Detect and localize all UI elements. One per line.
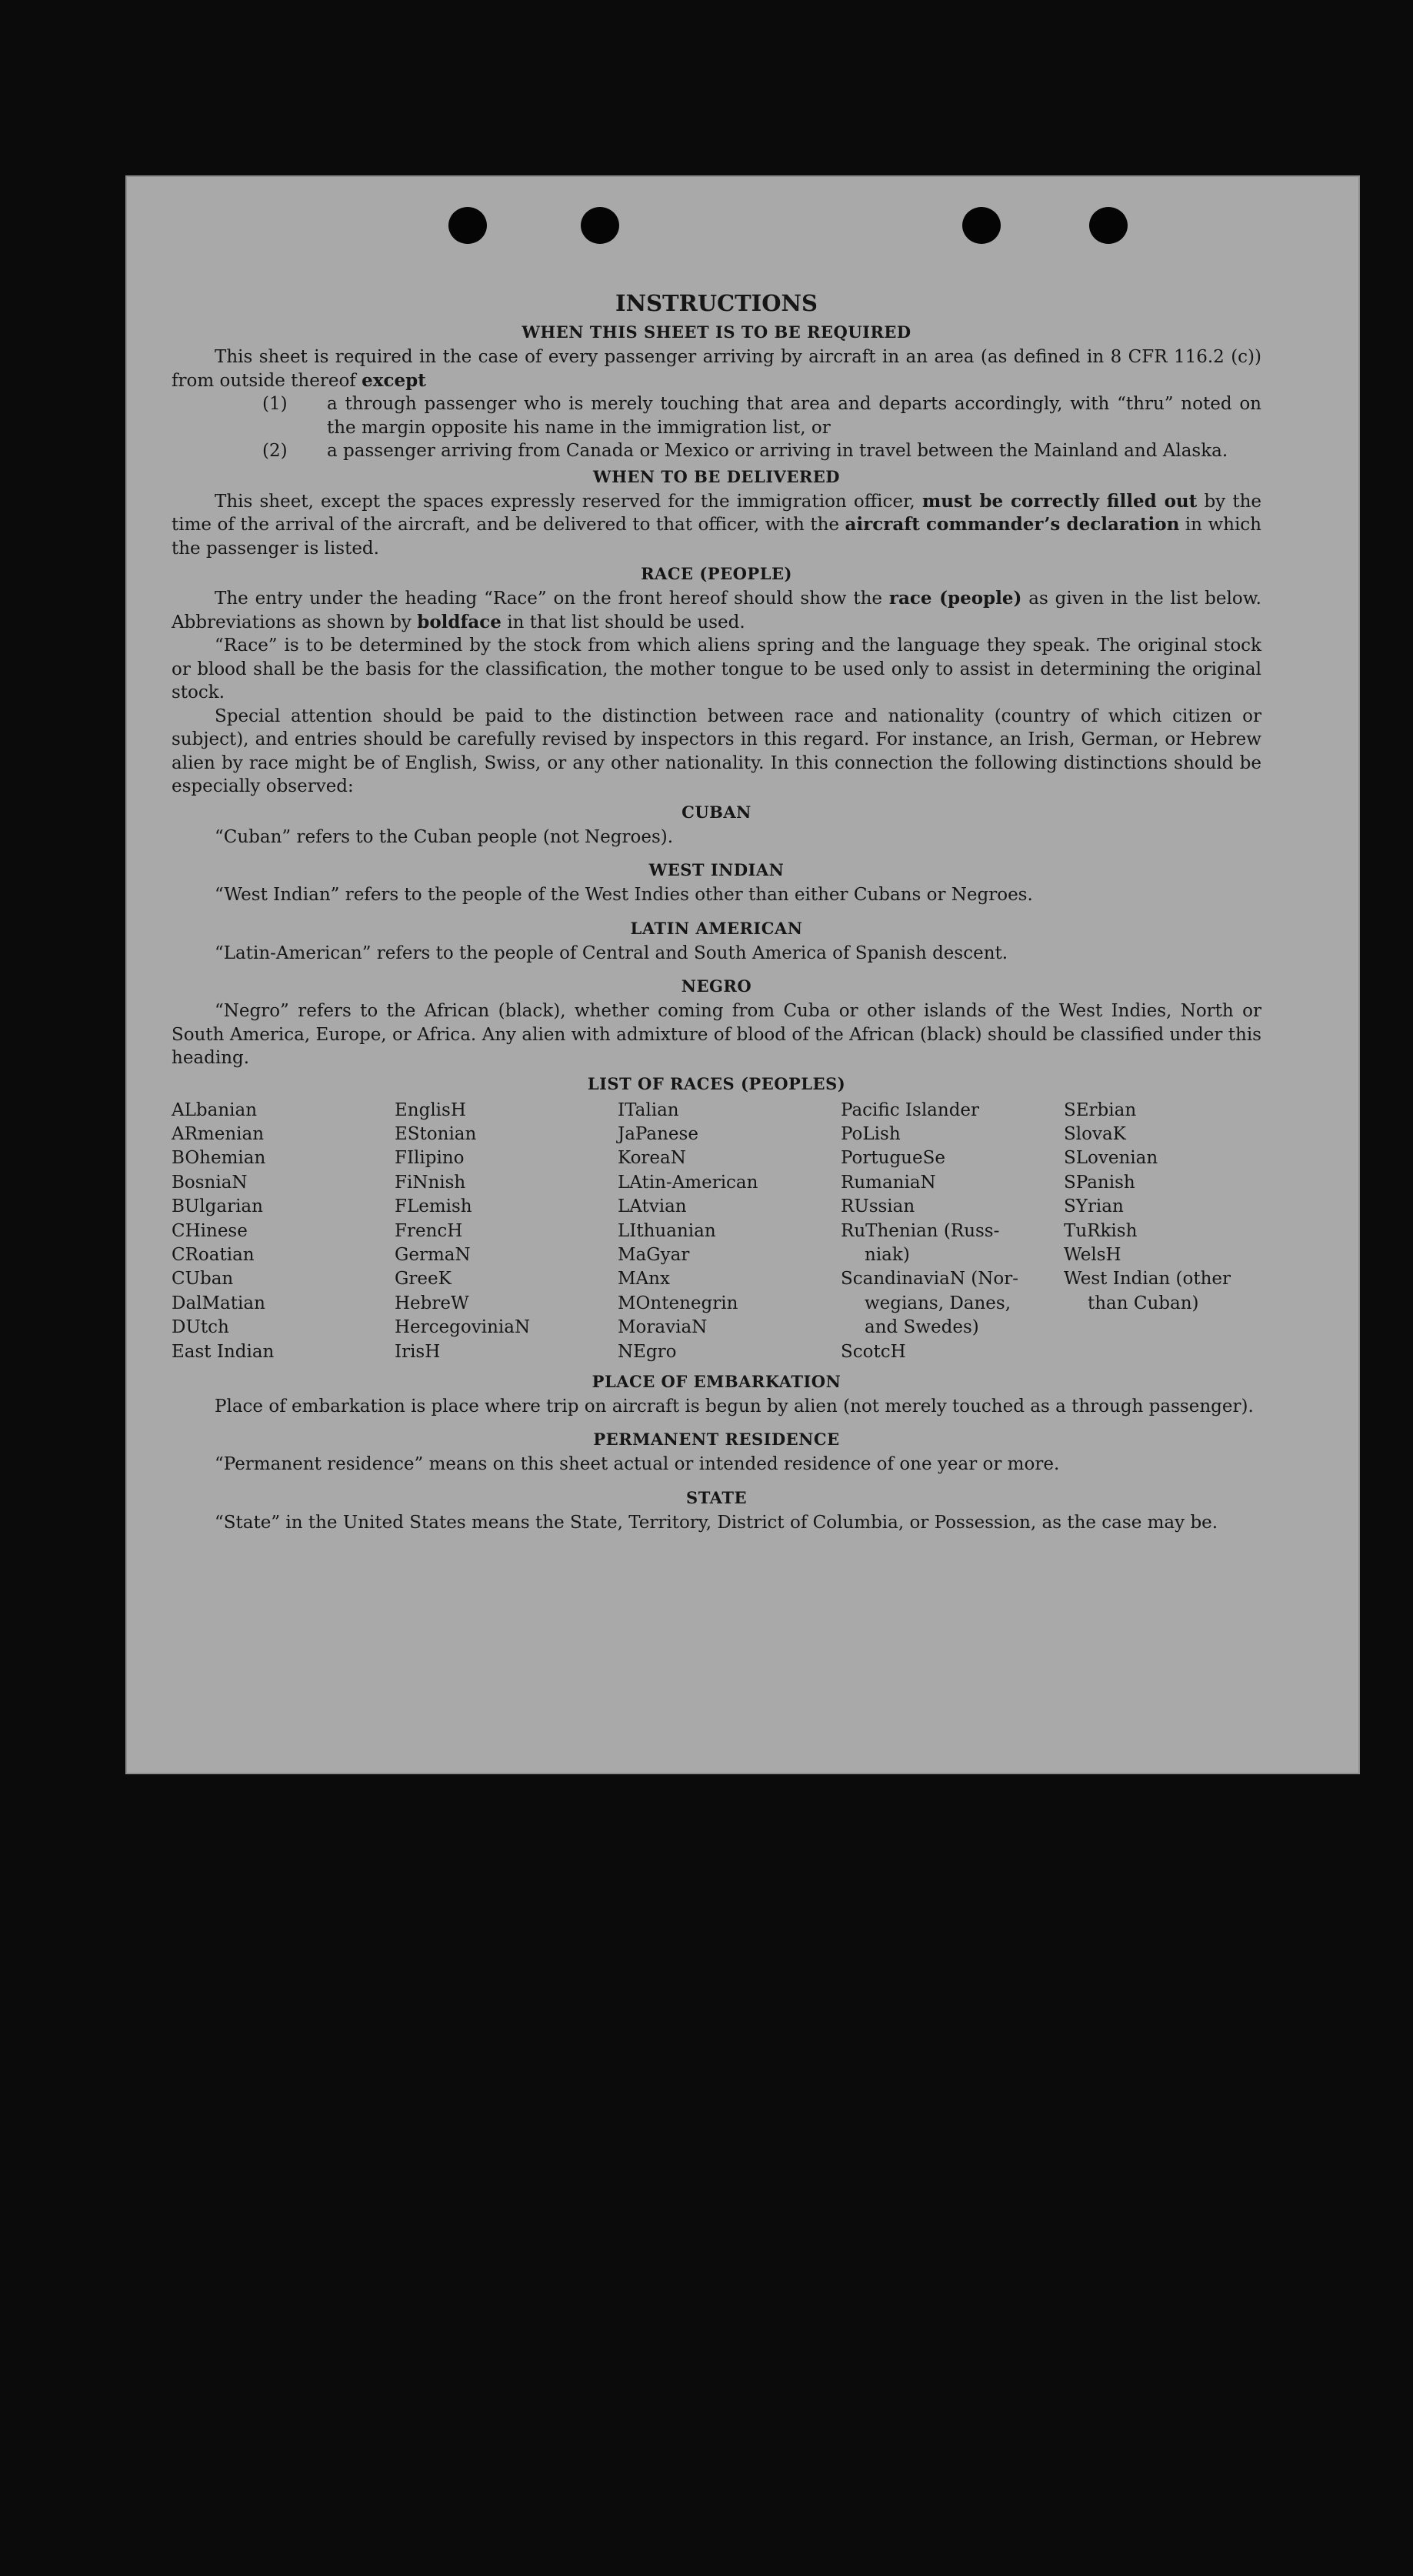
west-indian-text: “West Indian” refers to the people of the West Indies other than either Cubans or Negroes. <box>215 885 1033 905</box>
exception-item-1-number: (1) <box>262 394 288 414</box>
race-entry: GreeK <box>395 1269 452 1290</box>
delivered-text-bold-1: must be correctly filled out <box>921 490 1198 512</box>
race-paragraph-3: Special attention should be paid to the distinction between race and nationality (country of which citizen or subject), and entries should be carefully revised by inspectors in this regard. For instance, an Irish, German, or Hebrew alien by race might be of English, Swiss, or any other nationality. In this connection the following distinctions should be especially observed: <box>172 706 1261 796</box>
race-entry: SPanish <box>1064 1172 1135 1193</box>
heading-state: STATE <box>686 1487 747 1507</box>
race-entry: ScotcH <box>841 1341 906 1362</box>
race-entry: EStonian <box>395 1123 477 1144</box>
race-p1-bold-1: race (people) <box>888 588 1022 609</box>
race-entry: DalMatian <box>172 1293 265 1313</box>
punch-hole <box>1089 207 1128 244</box>
race-entry: IrisH <box>395 1341 441 1362</box>
negro-text: “Negro” refers to the African (black), whether coming from Cuba or other islands of the West Indies, North or South America, Europe, or Africa. Any alien with admixture of blood of the African (black) should be classified under this heading. <box>172 1001 1261 1068</box>
race-entry: PortugueSe <box>841 1148 945 1169</box>
race-entry: MOntenegrin <box>618 1293 738 1313</box>
document-sheet <box>125 175 1360 1774</box>
punch-hole <box>448 207 487 244</box>
exception-item-2 <box>172 439 1261 463</box>
punch-hole <box>581 207 619 244</box>
residence-text: “Permanent residence” means on this sheet actual or intended residence of one year or more. <box>215 1454 1060 1475</box>
race-entry: FLemish <box>395 1196 472 1217</box>
race-paragraph-2: “Race” is to be determined by the stock from which aliens spring and the language they speak. The original stock or blood shall be the basis for the classification, the mother tongue to be used only to assist in determining the original stock. <box>172 636 1261 702</box>
heading-place-of-embarkation: PLACE OF EMBARKATION <box>592 1371 841 1391</box>
race-entry: JaPanese <box>618 1123 698 1144</box>
race-entry: ALbanian <box>172 1099 258 1120</box>
race-paragraph-1 <box>172 587 1261 634</box>
race-entry: SLovenian <box>1064 1148 1158 1169</box>
race-entry: SErbian <box>1064 1099 1137 1120</box>
race-entry: MaGyar <box>618 1244 690 1265</box>
race-entry: LAtvian <box>618 1196 687 1217</box>
race-entry: ScandinaviaN (Nor- <box>841 1269 1018 1290</box>
races-column-2 <box>395 1099 618 1364</box>
race-entry: RuThenian (Russ- <box>841 1220 1000 1241</box>
race-entry: MAnx <box>618 1269 670 1290</box>
race-entry-continued: than Cuban) <box>1088 1293 1199 1313</box>
latin-american-text: “Latin-American” refers to the people of Central and South America of Spanish descent. <box>215 943 1008 963</box>
race-entry-continued: wegians, Danes, <box>865 1293 1011 1313</box>
punch-hole <box>962 207 1001 244</box>
races-column-4 <box>841 1099 1064 1364</box>
race-entry: CUban <box>172 1269 234 1290</box>
delivered-text-c: in which the passenger is listed. <box>172 515 1261 559</box>
races-column-5 <box>1064 1099 1261 1364</box>
race-entry: DUtch <box>172 1317 229 1338</box>
race-entry: GermaN <box>395 1244 471 1265</box>
heading-latin-american: LATIN AMERICAN <box>630 918 803 938</box>
race-entry: ITalian <box>618 1099 679 1120</box>
race-entry: KoreaN <box>618 1148 686 1169</box>
races-column-1 <box>172 1099 395 1364</box>
state-text: “State” in the United States means the State, Territory, District of Columbia, or Possession, as the case may be. <box>215 1512 1218 1533</box>
heading-when-delivered: WHEN TO BE DELIVERED <box>592 466 840 486</box>
required-intro <box>172 345 1261 392</box>
race-entry: EnglisH <box>395 1099 466 1120</box>
race-entry: MoraviaN <box>618 1317 708 1338</box>
race-entry: NEgro <box>618 1341 677 1362</box>
race-p1-bold-2: boldface <box>417 611 502 632</box>
required-intro-text: This sheet is required in the case of every passenger arriving by aircraft in an area (as defined in 8 CFR 116.2 (c)) from outside thereof <box>172 347 1261 391</box>
exception-item-1 <box>172 392 1261 439</box>
heading-cuban: CUBAN <box>682 802 751 822</box>
race-entry: West Indian (other <box>1064 1269 1231 1290</box>
delivered-text-a: This sheet, except the spaces expressly reserved for the immigration officer, <box>215 491 922 512</box>
heading-west-indian: WEST INDIAN <box>648 860 785 879</box>
race-entry: HercegoviniaN <box>395 1317 531 1338</box>
embarkation-text: Place of embarkation is place where trip on aircraft is begun by alien (not merely touched as a through passenger). <box>215 1396 1254 1416</box>
exception-item-1-text: a through passenger who is merely touching that area and departs accordingly, with “thru” noted on the margin opposite his name in the immigration list, or <box>327 394 1261 438</box>
race-entry: FIlipino <box>395 1148 465 1169</box>
race-entry: LIthuanian <box>618 1220 716 1241</box>
race-entry: SYrian <box>1064 1196 1124 1217</box>
race-entry: TuRkish <box>1064 1220 1138 1241</box>
race-entry: BUlgarian <box>172 1196 263 1217</box>
exception-item-2-number: (2) <box>262 441 288 461</box>
race-entry: East Indian <box>172 1341 275 1362</box>
races-list <box>172 1099 1261 1364</box>
races-column-3 <box>618 1099 841 1364</box>
race-p1-b: as given in the list below. Abbreviations as shown by <box>172 589 1261 632</box>
race-entry: RumaniaN <box>841 1172 936 1193</box>
race-entry: ARmenian <box>172 1123 265 1144</box>
race-entry: Pacific Islander <box>841 1099 980 1120</box>
instructions-body <box>172 288 1261 1534</box>
race-entry: CRoatian <box>172 1244 255 1265</box>
delivered-text-b: by the time of the arrival of the aircraft, and be delivered to that officer, with the <box>172 491 1262 535</box>
race-entry-continued: and Swedes) <box>865 1317 979 1338</box>
heading-race: RACE (PEOPLE) <box>641 564 792 583</box>
heading-list-of-races: LIST OF RACES (PEOPLES) <box>587 1073 846 1093</box>
heading-negro: NEGRO <box>681 976 752 996</box>
delivered-text <box>172 490 1261 561</box>
race-entry: LAtin-American <box>618 1172 758 1193</box>
cuban-text: “Cuban” refers to the Cuban people (not Negroes). <box>215 826 674 847</box>
race-entry: RUssian <box>841 1196 915 1217</box>
delivered-text-bold-2: aircraft commander’s declaration <box>845 514 1180 535</box>
required-intro-bold: except <box>362 369 426 391</box>
race-entry: BosniaN <box>172 1172 248 1193</box>
heading-permanent-residence: PERMANENT RESIDENCE <box>593 1430 840 1450</box>
race-entry: SlovaK <box>1064 1123 1126 1144</box>
race-entry: PoLish <box>841 1123 901 1144</box>
race-entry: WelsH <box>1064 1244 1121 1265</box>
page-title: INSTRUCTIONS <box>615 290 818 316</box>
race-entry: HebreW <box>395 1293 469 1313</box>
heading-when-required: WHEN THIS SHEET IS TO BE REQUIRED <box>522 322 911 342</box>
race-p1-a: The entry under the heading “Race” on the front hereof should show the <box>215 589 889 609</box>
race-entry: FrencH <box>395 1220 463 1241</box>
exception-item-2-text: a passenger arriving from Canada or Mexico or arriving in travel between the Mainland and Alaska. <box>327 441 1228 461</box>
race-entry-continued: niak) <box>865 1244 910 1265</box>
race-entry: FiNnish <box>395 1172 466 1193</box>
race-entry: BOhemian <box>172 1148 266 1169</box>
race-entry: CHinese <box>172 1220 248 1241</box>
race-p1-c: in that list should be used. <box>501 612 745 632</box>
